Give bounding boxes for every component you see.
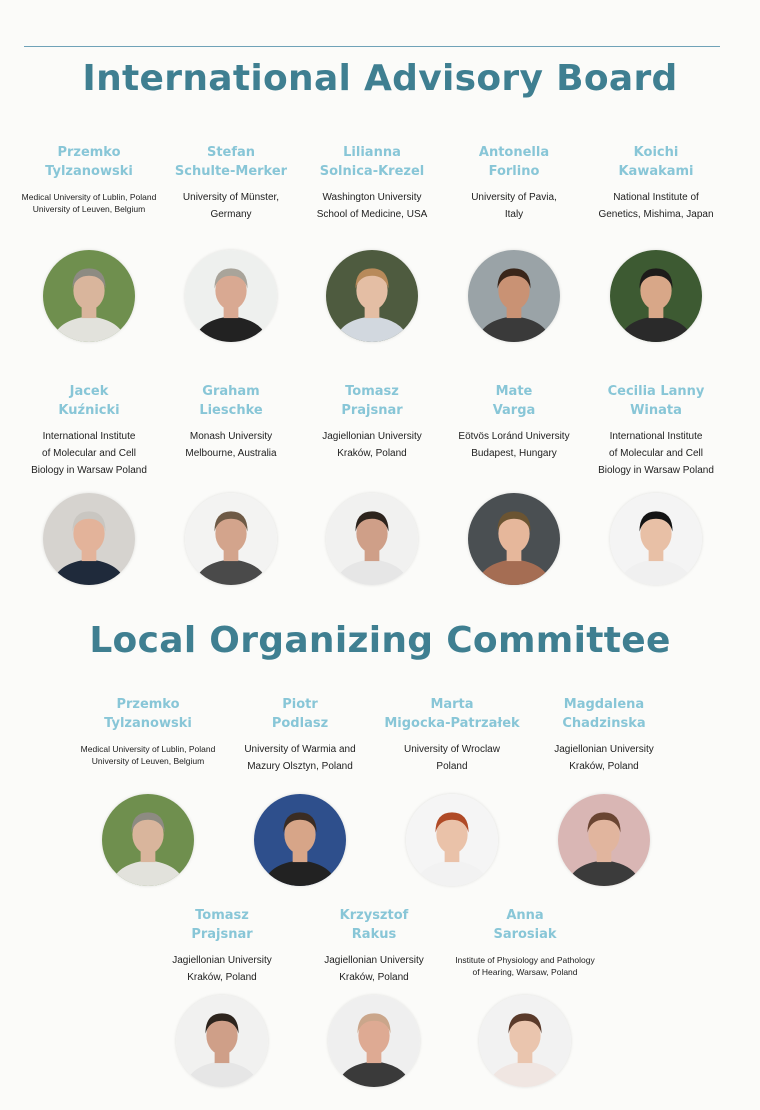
member-photo — [468, 250, 560, 342]
member-photo — [328, 995, 420, 1087]
affiliation-line: Melbourne, Australia — [185, 448, 277, 459]
affiliation-line: University of Warmia and — [244, 744, 356, 755]
top-divider — [24, 46, 720, 47]
member-name — [439, 143, 589, 181]
member-affiliation — [73, 743, 223, 767]
member-affiliation — [581, 428, 731, 479]
member-name — [156, 143, 306, 181]
member-card — [439, 143, 589, 223]
member-name-line: Rakus — [351, 927, 397, 942]
member-card — [581, 382, 731, 479]
member-name-line: Magdalena — [563, 697, 645, 712]
member-card — [581, 143, 731, 223]
member-photo — [176, 995, 268, 1087]
member-photo — [406, 794, 498, 886]
member-photo — [610, 250, 702, 342]
affiliation-line: Kraków, Poland — [337, 448, 407, 459]
member-photo — [254, 794, 346, 886]
member-photo — [479, 995, 571, 1087]
member-card — [225, 695, 375, 775]
affiliation-line: Kraków, Poland — [339, 972, 409, 983]
member-photo — [185, 250, 277, 342]
member-name — [377, 695, 527, 733]
member-affiliation — [225, 741, 375, 775]
member-affiliation — [299, 952, 449, 986]
member-card — [529, 695, 679, 775]
member-name-line: Prajsnar — [341, 403, 403, 418]
member-name-line: Lilianna — [343, 145, 401, 160]
member-card — [73, 695, 223, 767]
affiliation-line: Mazury Olsztyn, Poland — [247, 761, 353, 772]
affiliation-line: Medical University of Lublin, Poland — [21, 192, 157, 202]
member-name-line: Tylzanowski — [45, 164, 133, 179]
member-name-line: Krzysztof — [339, 908, 409, 923]
member-name — [581, 382, 731, 420]
member-photo — [558, 794, 650, 886]
advisory-board-title: International Advisory Board — [82, 58, 678, 99]
affiliation-line: International Institute — [42, 431, 136, 442]
member-name-line: Prajsnar — [191, 927, 253, 942]
member-card — [14, 382, 164, 479]
member-name — [225, 695, 375, 733]
affiliation-line: Kraków, Poland — [187, 972, 257, 983]
member-photo — [185, 493, 277, 585]
affiliation-line: University of Pavia, — [471, 192, 557, 203]
member-photo — [326, 250, 418, 342]
member-name-line: Tomasz — [195, 908, 249, 923]
member-name-line: Winata — [630, 403, 682, 418]
affiliation-line: National Institute of — [613, 192, 699, 203]
member-affiliation — [439, 428, 589, 462]
member-name-line: Tomasz — [345, 384, 399, 399]
affiliation-line: International Institute — [609, 431, 703, 442]
affiliation-line: Italy — [504, 209, 524, 220]
member-affiliation — [14, 428, 164, 479]
affiliation-line: Jagiellonian University — [554, 744, 654, 755]
affiliation-line: of Molecular and Cell — [42, 448, 136, 459]
affiliation-line: Medical University of Lublin, Poland — [80, 744, 216, 754]
member-name-line: Varga — [492, 403, 536, 418]
affiliation-line: University of Leuven, Belgium — [32, 204, 146, 214]
affiliation-line: Jagiellonian University — [324, 955, 424, 966]
member-card — [299, 906, 449, 986]
affiliation-line: School of Medicine, USA — [316, 209, 428, 220]
affiliation-line: Institute of Physiology and Pathology — [455, 955, 595, 965]
member-name — [14, 382, 164, 420]
member-name-line: Sarosiak — [493, 927, 557, 942]
member-name-line: Przemko — [116, 697, 180, 712]
member-affiliation — [14, 191, 164, 215]
member-card — [450, 906, 600, 978]
affiliation-line: University of Wroclaw — [404, 744, 500, 755]
member-affiliation — [156, 428, 306, 462]
member-photo — [102, 794, 194, 886]
member-affiliation — [297, 428, 447, 462]
affiliation-line: Budapest, Hungary — [471, 448, 557, 459]
affiliation-line: Kraków, Poland — [569, 761, 639, 772]
affiliation-line: Jagiellonian University — [172, 955, 272, 966]
member-name — [14, 143, 164, 181]
member-card — [147, 906, 297, 986]
organizing-committee-title: Local Organizing Committee — [89, 620, 671, 661]
member-photo — [610, 493, 702, 585]
member-name-line: Schulte-Merker — [174, 164, 288, 179]
member-card — [156, 382, 306, 462]
affiliation-line: Biology in Warsaw Poland — [31, 465, 147, 476]
member-name-line: Lieschke — [199, 403, 263, 418]
member-name-line: Kuźnicki — [58, 403, 120, 418]
member-name-line: Piotr — [282, 697, 318, 712]
member-name — [529, 695, 679, 733]
affiliation-line: of Hearing, Warsaw, Poland — [472, 967, 578, 977]
member-card — [14, 143, 164, 215]
affiliation-line: Jagiellonian University — [322, 431, 422, 442]
affiliation-line: Washington University — [322, 192, 422, 203]
member-card — [377, 695, 527, 775]
member-name — [439, 382, 589, 420]
member-photo — [43, 250, 135, 342]
member-name-line: Jacek — [69, 384, 109, 399]
member-name — [581, 143, 731, 181]
member-card — [439, 382, 589, 462]
member-name-line: Forlino — [488, 164, 540, 179]
member-name — [450, 906, 600, 944]
member-photo — [326, 493, 418, 585]
affiliation-line: Monash University — [189, 431, 273, 442]
member-name-line: Chadzinska — [562, 716, 646, 731]
affiliation-line: Genetics, Mishima, Japan — [598, 209, 714, 220]
member-affiliation — [450, 954, 600, 978]
member-affiliation — [147, 952, 297, 986]
affiliation-line: Poland — [436, 761, 468, 772]
affiliation-line: Germany — [210, 209, 252, 220]
member-name-line: Antonella — [478, 145, 550, 160]
member-name-line: Przemko — [57, 145, 121, 160]
member-name — [156, 382, 306, 420]
member-name-line: Koichi — [633, 145, 679, 160]
member-affiliation — [156, 189, 306, 223]
affiliation-line: University of Leuven, Belgium — [91, 756, 205, 766]
affiliation-line: of Molecular and Cell — [609, 448, 703, 459]
member-name-line: Marta — [430, 697, 474, 712]
member-card — [297, 382, 447, 462]
member-name-line: Podlasz — [271, 716, 329, 731]
member-name — [73, 695, 223, 733]
member-name-line: Anna — [506, 908, 544, 923]
member-affiliation — [439, 189, 589, 223]
member-photo — [43, 493, 135, 585]
member-name — [147, 906, 297, 944]
member-name — [297, 143, 447, 181]
member-name-line: Stefan — [206, 145, 256, 160]
member-name-line: Solnica-Krezel — [319, 164, 425, 179]
member-name-line: Graham — [202, 384, 260, 399]
member-name-line: Tylzanowski — [104, 716, 192, 731]
member-card — [297, 143, 447, 223]
member-affiliation — [377, 741, 527, 775]
member-name — [297, 382, 447, 420]
member-name-line: Kawakami — [618, 164, 694, 179]
member-affiliation — [297, 189, 447, 223]
member-name-line: Migocka-Patrzałek — [384, 716, 520, 731]
member-card — [156, 143, 306, 223]
member-affiliation — [581, 189, 731, 223]
member-name-line: Cecilia Lanny — [607, 384, 705, 399]
affiliation-line: Biology in Warsaw Poland — [598, 465, 714, 476]
member-name — [299, 906, 449, 944]
affiliation-line: Eötvös Loránd University — [458, 431, 570, 442]
member-name-line: Mate — [495, 384, 533, 399]
affiliation-line: University of Münster, — [182, 192, 280, 203]
member-photo — [468, 493, 560, 585]
member-affiliation — [529, 741, 679, 775]
